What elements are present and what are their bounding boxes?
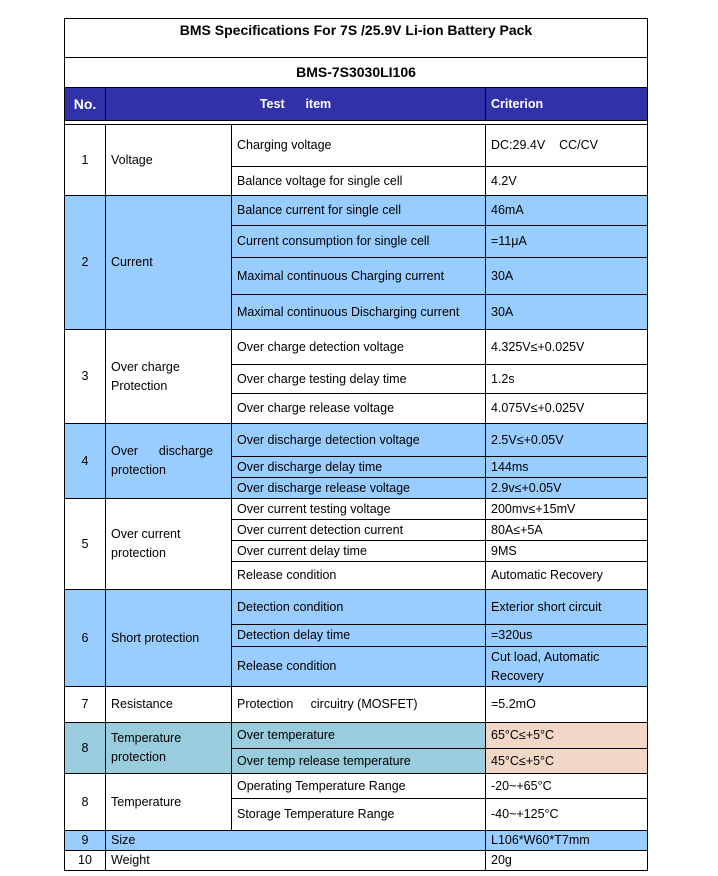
param-label: Protection circuitry (MOSFET): [232, 687, 486, 723]
param-label: Charging voltage: [232, 125, 486, 167]
header-test-item: Test item: [106, 88, 486, 121]
param-value: L106*W60*T7mm: [486, 831, 648, 851]
param-label: Over temperature: [232, 723, 486, 749]
param-label: Over charge release voltage: [232, 394, 486, 424]
model-number: BMS-7S3030LI106: [65, 58, 648, 88]
param-value: 9MS: [486, 541, 648, 562]
param-value: =5.2mO: [486, 687, 648, 723]
param-label: Storage Temperature Range: [232, 799, 486, 831]
row-3-no: 3: [65, 330, 106, 424]
param-label: Over temp release temperature: [232, 749, 486, 774]
row-4-item-line2: protection: [111, 463, 166, 477]
row-10-no: 10: [65, 851, 106, 871]
param-label: Release condition: [232, 562, 486, 590]
param-value: 4.2V: [486, 167, 648, 196]
header-no: No.: [65, 88, 106, 121]
bms-spec-table: [64, 18, 648, 871]
row-1-item: Voltage: [106, 125, 232, 196]
row-5-no: 5: [65, 499, 106, 590]
param-value: 20g: [486, 851, 648, 871]
param-label: Balance voltage for single cell: [232, 167, 486, 196]
param-value: [486, 647, 648, 687]
document-title: BMS Specifications For 7S /25.9V Li-ion Battery Pack: [65, 19, 648, 58]
row-4-item: [106, 424, 232, 499]
param-value: 144ms: [486, 457, 648, 478]
row-7-no: 7: [65, 687, 106, 723]
param-value: Exterior short circuit: [486, 590, 648, 625]
row-4-item-line1: Over discharge: [111, 444, 214, 458]
param-value-line1: Cut load, Automatic: [491, 649, 600, 664]
row-8a-item: [106, 723, 232, 774]
param-value: Automatic Recovery: [486, 562, 648, 590]
param-label: Maximal continuous Charging current: [232, 258, 486, 295]
param-value: 45°C≤+5°C: [486, 749, 648, 774]
param-label: Over discharge delay time: [232, 457, 486, 478]
param-value-line2: Recovery: [491, 668, 544, 683]
param-label: Over current delay time: [232, 541, 486, 562]
param-value: DC:29.4V CC/CV: [486, 125, 648, 167]
param-value: -40~+125°C: [486, 799, 648, 831]
param-value: 4.075V≤+0.025V: [486, 394, 648, 424]
param-label: Release condition: [232, 647, 486, 687]
param-label: Over current detection current: [232, 520, 486, 541]
param-value: 200mv≤+15mV: [486, 499, 648, 520]
row-10-item: Weight: [106, 851, 486, 871]
param-value: =11μA: [486, 226, 648, 258]
param-label: Over discharge release voltage: [232, 478, 486, 499]
param-value: 1.2s: [486, 365, 648, 394]
param-value: 65°C≤+5°C: [486, 723, 648, 749]
param-label: Detection condition: [232, 590, 486, 625]
param-label: Operating Temperature Range: [232, 774, 486, 799]
row-8b-item: Temperature: [106, 774, 232, 831]
param-label: Over charge detection voltage: [232, 330, 486, 365]
param-label: Current consumption for single cell: [232, 226, 486, 258]
param-value: 4.325V≤+0.025V: [486, 330, 648, 365]
row-5-item-line1: Over current: [111, 527, 181, 541]
row-5-item-line2: protection: [111, 546, 166, 560]
row-8a-item-line2: protection: [111, 750, 166, 764]
param-value: 46mA: [486, 196, 648, 226]
row-1-no: 1: [65, 125, 106, 196]
row-8b-no: 8: [65, 774, 106, 831]
row-9-item: Size: [106, 831, 486, 851]
param-value: 80A≤+5A: [486, 520, 648, 541]
row-8a-item-line1: Temperature: [111, 731, 182, 745]
row-7-item: Resistance: [106, 687, 232, 723]
row-6-item: Short protection: [106, 590, 232, 687]
param-value: 2.9v≤+0.05V: [486, 478, 648, 499]
param-value: =320us: [486, 625, 648, 647]
row-9-no: 9: [65, 831, 106, 851]
header-criterion: Criterion: [486, 88, 648, 121]
param-label: Over charge testing delay time: [232, 365, 486, 394]
row-2-no: 2: [65, 196, 106, 330]
row-8a-no: 8: [65, 723, 106, 774]
param-value: -20~+65°C: [486, 774, 648, 799]
param-label: Balance current for single cell: [232, 196, 486, 226]
param-label: Over current testing voltage: [232, 499, 486, 520]
param-label: Maximal continuous Discharging current: [232, 295, 486, 330]
row-6-no: 6: [65, 590, 106, 687]
param-value: 30A: [486, 295, 648, 330]
param-label: Detection delay time: [232, 625, 486, 647]
row-2-item: Current: [106, 196, 232, 330]
param-value: 2.5V≤+0.05V: [486, 424, 648, 457]
row-3-item-line2: Protection: [111, 378, 168, 393]
row-3-item-line1: Over charge: [111, 359, 180, 374]
row-4-no: 4: [65, 424, 106, 499]
param-value: 30A: [486, 258, 648, 295]
row-3-item: [106, 330, 232, 424]
row-5-item: [106, 499, 232, 590]
param-label: Over discharge detection voltage: [232, 424, 486, 457]
